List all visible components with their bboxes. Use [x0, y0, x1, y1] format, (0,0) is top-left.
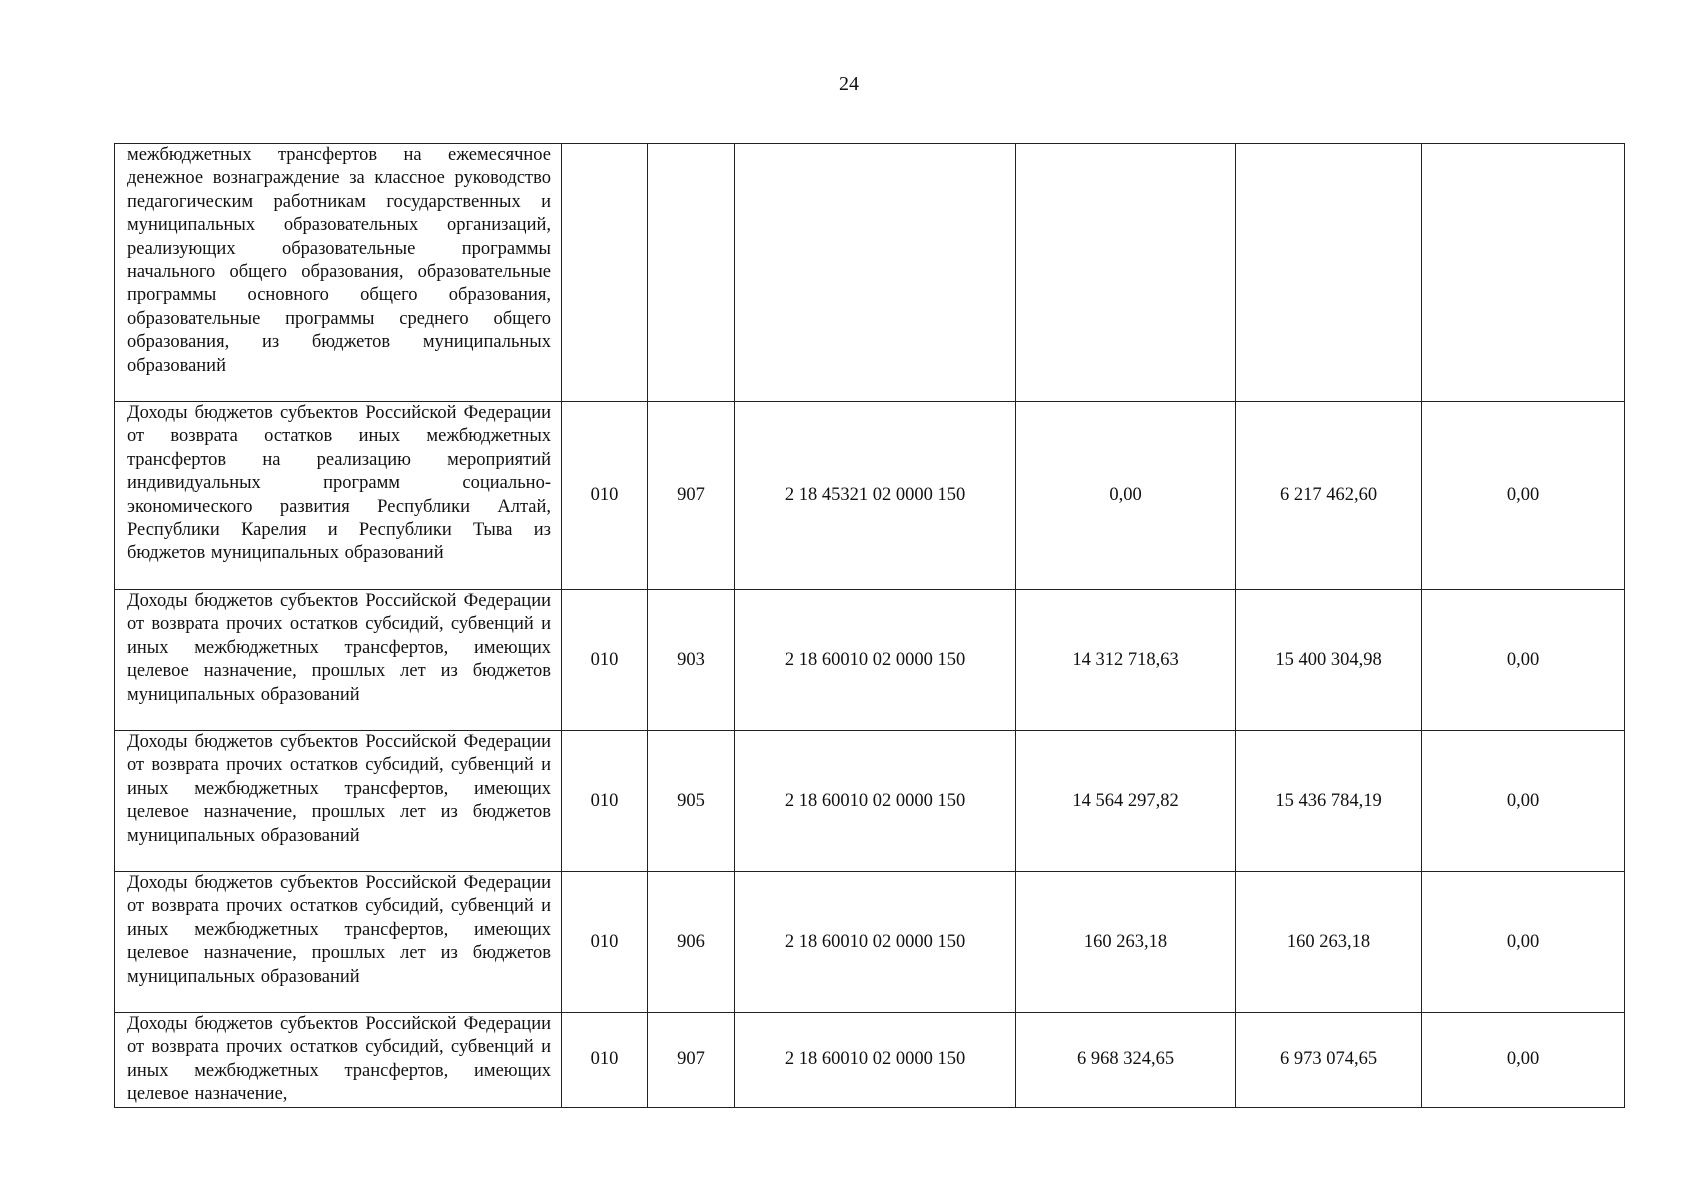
row-revenue-code	[735, 144, 1016, 402]
row-value-1: 14 564 297,82	[1016, 731, 1236, 872]
row-revenue-code: 2 18 60010 02 0000 150	[735, 590, 1016, 731]
row-description: Доходы бюджетов субъектов Российской Федерации от возврата остатков иных межбюджетных трансфертов на реализацию мероприятий индивидуальных программ социально-экономического развития Республики Алтай, Республики Карелия и Республики Тыва из бюджетов муниципальных образований	[115, 402, 562, 590]
row-value-2: 6 973 074,65	[1236, 1013, 1422, 1108]
row-value-3	[1422, 144, 1625, 402]
row-value-3: 0,00	[1422, 402, 1625, 590]
row-col-b	[648, 144, 735, 402]
row-value-2: 160 263,18	[1236, 872, 1422, 1013]
row-value-1: 160 263,18	[1016, 872, 1236, 1013]
table-row	[115, 590, 1625, 731]
row-value-3: 0,00	[1422, 872, 1625, 1013]
row-col-a: 010	[562, 590, 648, 731]
row-value-3: 0,00	[1422, 731, 1625, 872]
row-value-2: 6 217 462,60	[1236, 402, 1422, 590]
row-revenue-code: 2 18 60010 02 0000 150	[735, 731, 1016, 872]
row-col-b: 905	[648, 731, 735, 872]
row-value-3: 0,00	[1422, 590, 1625, 731]
row-value-2	[1236, 144, 1422, 402]
row-value-1	[1016, 144, 1236, 402]
row-col-a: 010	[562, 1013, 648, 1108]
row-value-1: 14 312 718,63	[1016, 590, 1236, 731]
row-col-b: 907	[648, 1013, 735, 1108]
row-description: Доходы бюджетов субъектов Российской Федерации от возврата прочих остатков субсидий, субвенций и иных межбюджетных трансфертов, имеющих целевое назначение, прошлых лет из бюджетов муниципальных образований	[115, 590, 562, 731]
row-description: межбюджетных трансфертов на ежемесячное денежное вознаграждение за классное руководство педагогическим работникам государственных и муниципальных образовательных организаций, реализующих образовательные программы начального общего образования, образовательные программы основного общего образования, образовательные программы среднего общего образования, из бюджетов муниципальных образований	[115, 144, 562, 402]
page-number: 24	[839, 73, 859, 95]
row-col-b: 907	[648, 402, 735, 590]
row-col-b: 906	[648, 872, 735, 1013]
row-col-b: 903	[648, 590, 735, 731]
row-description: Доходы бюджетов субъектов Российской Федерации от возврата прочих остатков субсидий, субвенций и иных межбюджетных трансфертов, имеющих целевое назначение, прошлых лет из бюджетов муниципальных образований	[115, 872, 562, 1013]
table-row	[115, 872, 1625, 1013]
row-revenue-code: 2 18 45321 02 0000 150	[735, 402, 1016, 590]
row-value-1: 6 968 324,65	[1016, 1013, 1236, 1108]
row-value-2: 15 436 784,19	[1236, 731, 1422, 872]
budget-revenue-table	[114, 143, 1625, 1108]
row-revenue-code: 2 18 60010 02 0000 150	[735, 1013, 1016, 1108]
row-col-a: 010	[562, 872, 648, 1013]
table-row	[115, 144, 1625, 402]
table-row	[115, 402, 1625, 590]
table-row	[115, 731, 1625, 872]
row-value-3: 0,00	[1422, 1013, 1625, 1108]
row-value-1: 0,00	[1016, 402, 1236, 590]
row-col-a	[562, 144, 648, 402]
row-revenue-code: 2 18 60010 02 0000 150	[735, 872, 1016, 1013]
row-description: Доходы бюджетов субъектов Российской Федерации от возврата прочих остатков субсидий, субвенций и иных межбюджетных трансфертов, имеющих целевое назначение,	[115, 1013, 562, 1108]
row-col-a: 010	[562, 402, 648, 590]
row-description: Доходы бюджетов субъектов Российской Федерации от возврата прочих остатков субсидий, субвенций и иных межбюджетных трансфертов, имеющих целевое назначение, прошлых лет из бюджетов муниципальных образований	[115, 731, 562, 872]
table-row	[115, 1013, 1625, 1108]
row-col-a: 010	[562, 731, 648, 872]
row-value-2: 15 400 304,98	[1236, 590, 1422, 731]
